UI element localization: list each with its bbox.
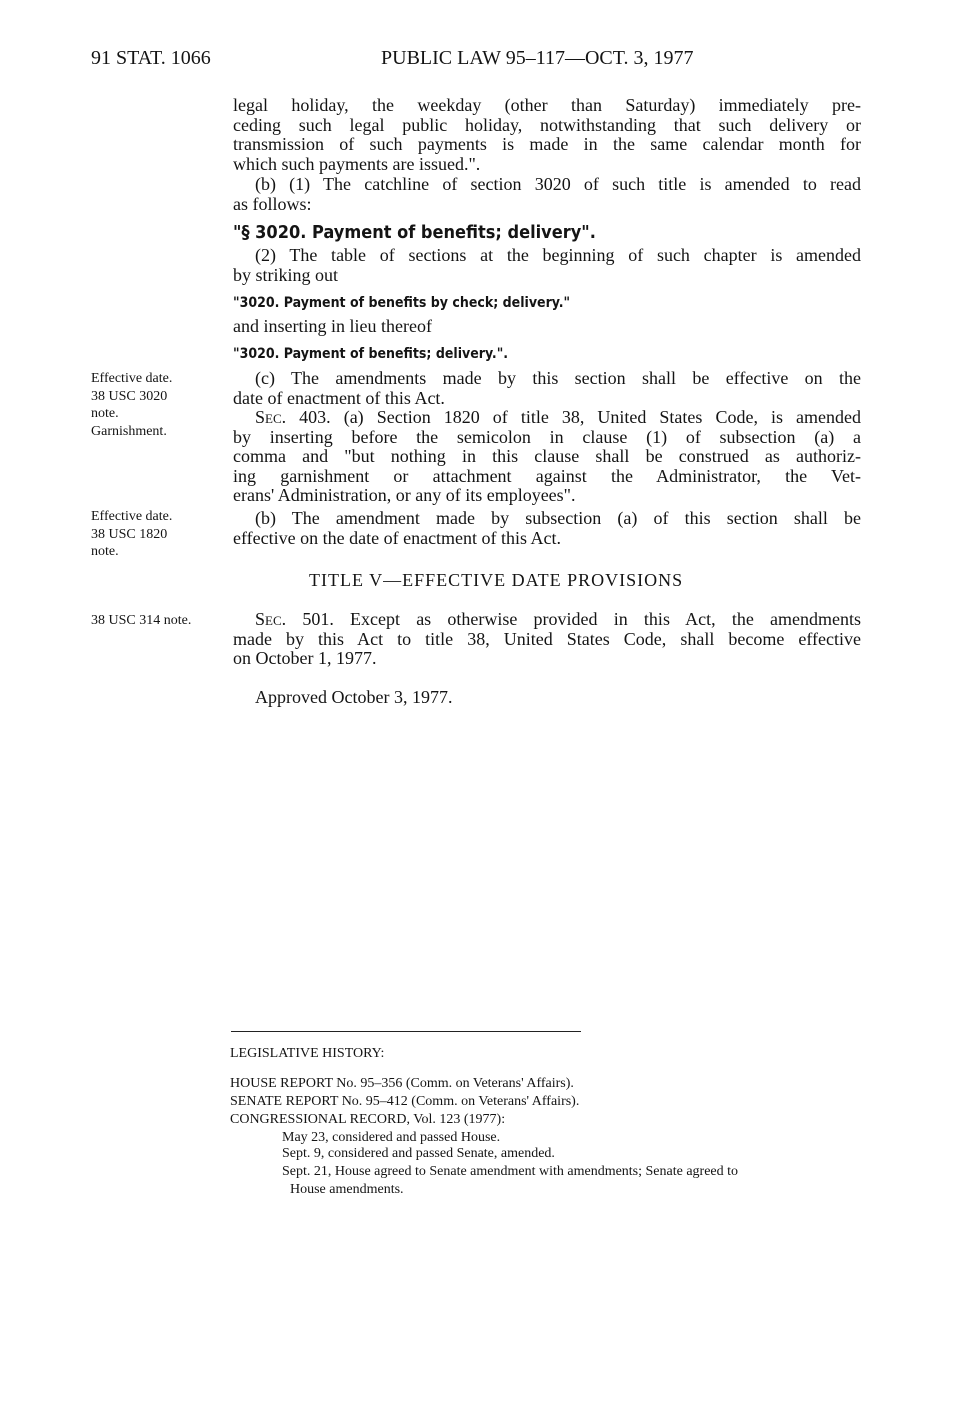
- margin-note-garnishment: Garnishment.: [91, 424, 167, 439]
- inserted-entry: "3020. Payment of benefits; delivery.".: [233, 346, 509, 362]
- text-line: by inserting before the semicolon in clause (1) of subsection (a) a: [233, 426, 861, 447]
- section-label: Sec.: [255, 609, 287, 629]
- title-v-heading: TITLE V—EFFECTIVE DATE PROVISIONS: [309, 570, 684, 590]
- legislative-history-heading: LEGISLATIVE HISTORY:: [230, 1046, 385, 1061]
- senate-report: SENATE REPORT No. 95–412 (Comm. on Veterans' Affairs).: [230, 1094, 580, 1109]
- text-line: which such payments are issued.".: [233, 153, 481, 174]
- catchline-3020: "§ 3020. Payment of benefits; delivery".: [233, 222, 596, 243]
- margin-note-line: Effective date.: [91, 509, 173, 524]
- text-line: (b) The amendment made by subsection (a) of this section shall be: [255, 508, 861, 528]
- text-line: made by this Act to title 38, United States Code, shall become effective: [233, 628, 861, 649]
- house-report: HOUSE REPORT No. 95–356 (Comm. on Veterans' Affairs).: [230, 1076, 574, 1091]
- text-line: (b) (1) The catchline of section 3020 of such title is amended to read: [255, 174, 861, 194]
- text-line: on October 1, 1977.: [233, 648, 377, 669]
- margin-note-line: Effective date.: [91, 371, 173, 386]
- margin-note-line: 38 USC 1820: [91, 526, 168, 542]
- text-line: (c) The amendments made by this section shall be effective on the: [255, 368, 861, 388]
- running-title: PUBLIC LAW 95–117—OCT. 3, 1977: [381, 47, 694, 69]
- struck-entry: "3020. Payment of benefits by check; delivery.": [233, 295, 571, 311]
- text-line: effective on the date of enactment of this Act.: [233, 527, 562, 548]
- text-line: legal holiday, the weekday (other than Saturday) immediately pre-: [233, 95, 861, 115]
- congressional-record: CONGRESSIONAL RECORD, Vol. 123 (1977):: [230, 1112, 506, 1127]
- approved-date: Approved October 3, 1977.: [255, 687, 453, 707]
- text-line: [233, 408, 861, 428]
- and-inserting-text: and inserting in lieu thereof: [233, 316, 432, 336]
- section-text: 501. Except as otherwise provided in this Act, the amendments: [286, 609, 861, 629]
- paragraph-403b: [233, 509, 861, 548]
- history-entry: May 23, considered and passed House.: [282, 1130, 501, 1145]
- text-line: by striking out: [233, 264, 339, 285]
- text-line: [233, 610, 861, 630]
- section-403: [233, 408, 861, 506]
- paragraph-b2: [233, 246, 861, 285]
- paragraph-holiday: [233, 96, 861, 174]
- text-line: as follows:: [233, 193, 312, 214]
- text-line: erans' Administration, or any of its employees".: [233, 485, 576, 506]
- stat-page-number: 91 STAT. 1066: [91, 47, 211, 69]
- history-entry: Sept. 9, considered and passed Senate, amended.: [282, 1146, 555, 1161]
- text-line: ing garnishment or attachment against the Administrator, the Vet-: [233, 465, 861, 486]
- margin-note-effective-date-3020: [91, 370, 172, 423]
- history-entry: Sept. 21, House agreed to Senate amendment with amendments; Senate agreed to: [282, 1164, 739, 1179]
- text-line: comma and "but nothing in this clause shall be construed as authoriz-: [233, 446, 861, 467]
- section-label: Sec.: [255, 407, 287, 427]
- text-line: (2) The table of sections at the beginning of such chapter is amended: [255, 245, 861, 265]
- section-501: [233, 610, 861, 669]
- paragraph-b1: [233, 175, 861, 214]
- paragraph-c: [233, 369, 861, 408]
- text-line: date of enactment of this Act.: [233, 387, 445, 408]
- history-entry: House amendments.: [290, 1182, 404, 1197]
- text-line: ceding such legal public holiday, notwithstanding that such delivery or: [233, 114, 861, 135]
- margin-note-line: note.: [91, 406, 119, 421]
- divider-rule: [231, 1031, 581, 1032]
- margin-note-314: 38 USC 314 note.: [91, 613, 192, 628]
- section-text: 403. (a) Section 1820 of title 38, United States Code, is amended: [286, 407, 861, 427]
- margin-note-line: note.: [91, 544, 119, 559]
- text-line: transmission of such payments is made in the same calendar month for: [233, 134, 861, 155]
- margin-note-effective-date-1820: [91, 508, 172, 561]
- margin-note-line: 38 USC 3020: [91, 388, 168, 404]
